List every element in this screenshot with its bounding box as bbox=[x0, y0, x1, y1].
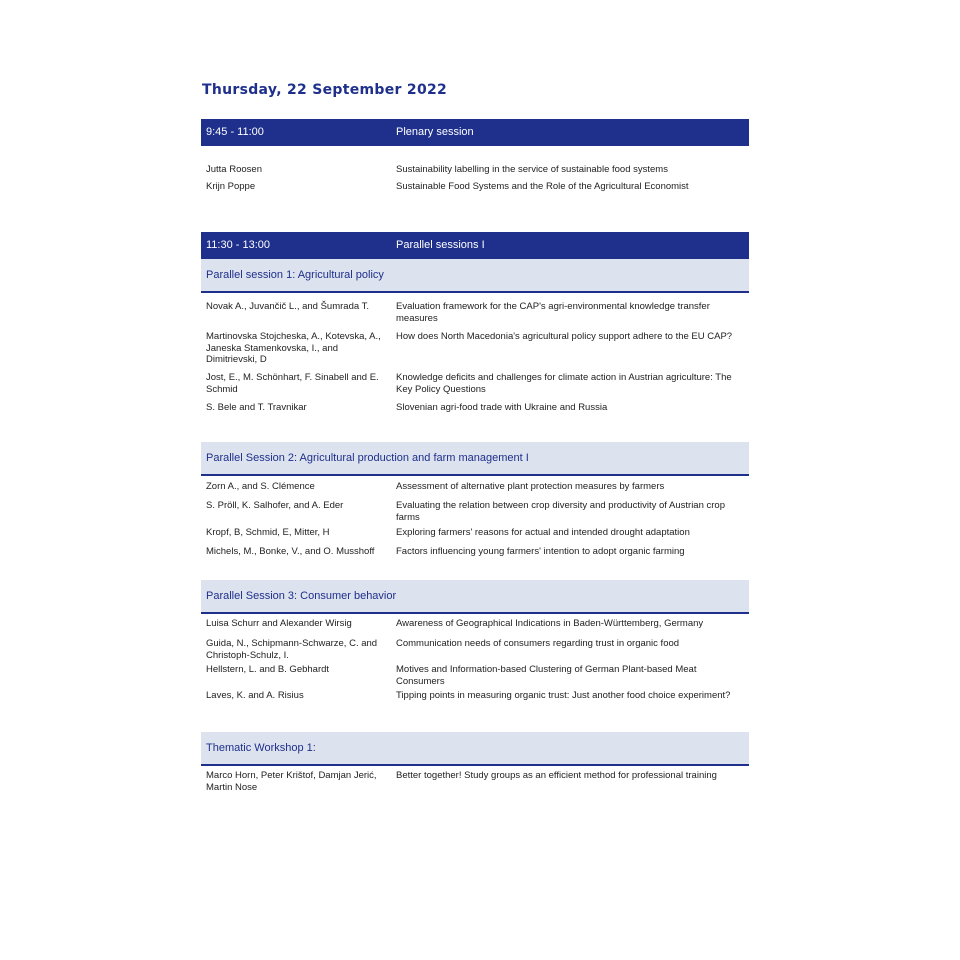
session-header bbox=[201, 732, 749, 766]
session-name: Parallel Session 3: Consumer behavior bbox=[206, 590, 397, 602]
talk-title: Evaluation framework for the CAP's agri-environmental knowledge transfer measures bbox=[396, 301, 710, 324]
talk-author: Jost, E., M. Schönhart, F. Sinabell and E. Schmid bbox=[206, 372, 379, 395]
talk-title: Factors influencing young farmers' intention to adopt organic farming bbox=[396, 546, 685, 557]
talk-title: Assessment of alternative plant protection measures by farmers bbox=[396, 481, 665, 492]
plenary-label: Plenary session bbox=[396, 126, 474, 138]
talk-title: Slovenian agri-food trade with Ukraine and Russia bbox=[396, 402, 608, 413]
talk-title: Motives and Information-based Clustering of German Plant-based Meat Consumers bbox=[396, 664, 697, 687]
talk-author: Martinovska Stojcheska, A., Kotevska, A., Janeska Stamenkovska, I., and Dimitrievski, D bbox=[206, 331, 381, 365]
session-name: Parallel Session 2: Agricultural production and farm management I bbox=[206, 452, 529, 464]
talk-title: Sustainable Food Systems and the Role of the Agricultural Economist bbox=[396, 181, 689, 192]
parallel-time: 11:30 - 13:00 bbox=[206, 239, 271, 251]
page-title: Thursday, 22 September 2022 bbox=[202, 82, 448, 98]
talk-author: Michels, M., Bonke, V., and O. Musshoff bbox=[206, 546, 375, 557]
talk-title: Evaluating the relation between crop diversity and productivity of Austrian crop farms bbox=[396, 500, 725, 523]
talk-author: Kropf, B, Schmid, E, Mitter, H bbox=[206, 527, 330, 538]
talk-author: Novak A., Juvančič L., and Šumrada T. bbox=[206, 301, 369, 312]
parallel-label: Parallel sessions I bbox=[396, 239, 485, 251]
talk-author: Zorn A., and S. Clémence bbox=[206, 481, 315, 492]
talk-author: S. Pröll, K. Salhofer, and A. Eder bbox=[206, 500, 344, 511]
talk-author: S. Bele and T. Travnikar bbox=[206, 402, 307, 413]
talk-title: Tipping points in measuring organic trust: Just another food choice experiment? bbox=[396, 690, 731, 701]
session-name: Thematic Workshop 1: bbox=[206, 742, 316, 754]
talk-author: Hellstern, L. and B. Gebhardt bbox=[206, 664, 330, 675]
talk-author: Marco Horn, Peter Krištof, Damjan Jerić, Martin Nose bbox=[206, 770, 377, 793]
talk-title: Awareness of Geographical Indications in Baden-Württemberg, Germany bbox=[396, 618, 704, 629]
talk-author: Krijn Poppe bbox=[206, 181, 256, 192]
parallel-header-bar bbox=[201, 232, 749, 259]
session-header bbox=[201, 442, 749, 476]
talk-title: Exploring farmers' reasons for actual and intended drought adaptation bbox=[396, 527, 690, 538]
session-header bbox=[201, 259, 749, 293]
talk-author: Guida, N., Schipmann-Schwarze, C. and Christoph-Schulz, I. bbox=[206, 638, 378, 661]
session-name: Parallel session 1: Agricultural policy bbox=[206, 269, 384, 281]
plenary-header-bar bbox=[201, 119, 749, 146]
talk-title: Better together! Study groups as an efficient method for professional training bbox=[396, 770, 717, 781]
talk-author: Luisa Schurr and Alexander Wirsig bbox=[206, 618, 352, 629]
talk-title: Sustainability labelling in the service of sustainable food systems bbox=[396, 164, 668, 175]
talk-author: Jutta Roosen bbox=[206, 164, 262, 175]
talk-title: How does North Macedonia's agricultural policy support adhere to the EU CAP? bbox=[396, 331, 733, 342]
talk-author: Laves, K. and A. Risius bbox=[206, 690, 304, 701]
talk-title: Communication needs of consumers regarding trust in organic food bbox=[396, 638, 680, 649]
talk-title: Knowledge deficits and challenges for climate action in Austrian agriculture: The Key Policy Questions bbox=[396, 372, 732, 395]
plenary-time: 9:45 - 11:00 bbox=[206, 126, 264, 138]
session-header bbox=[201, 580, 749, 614]
